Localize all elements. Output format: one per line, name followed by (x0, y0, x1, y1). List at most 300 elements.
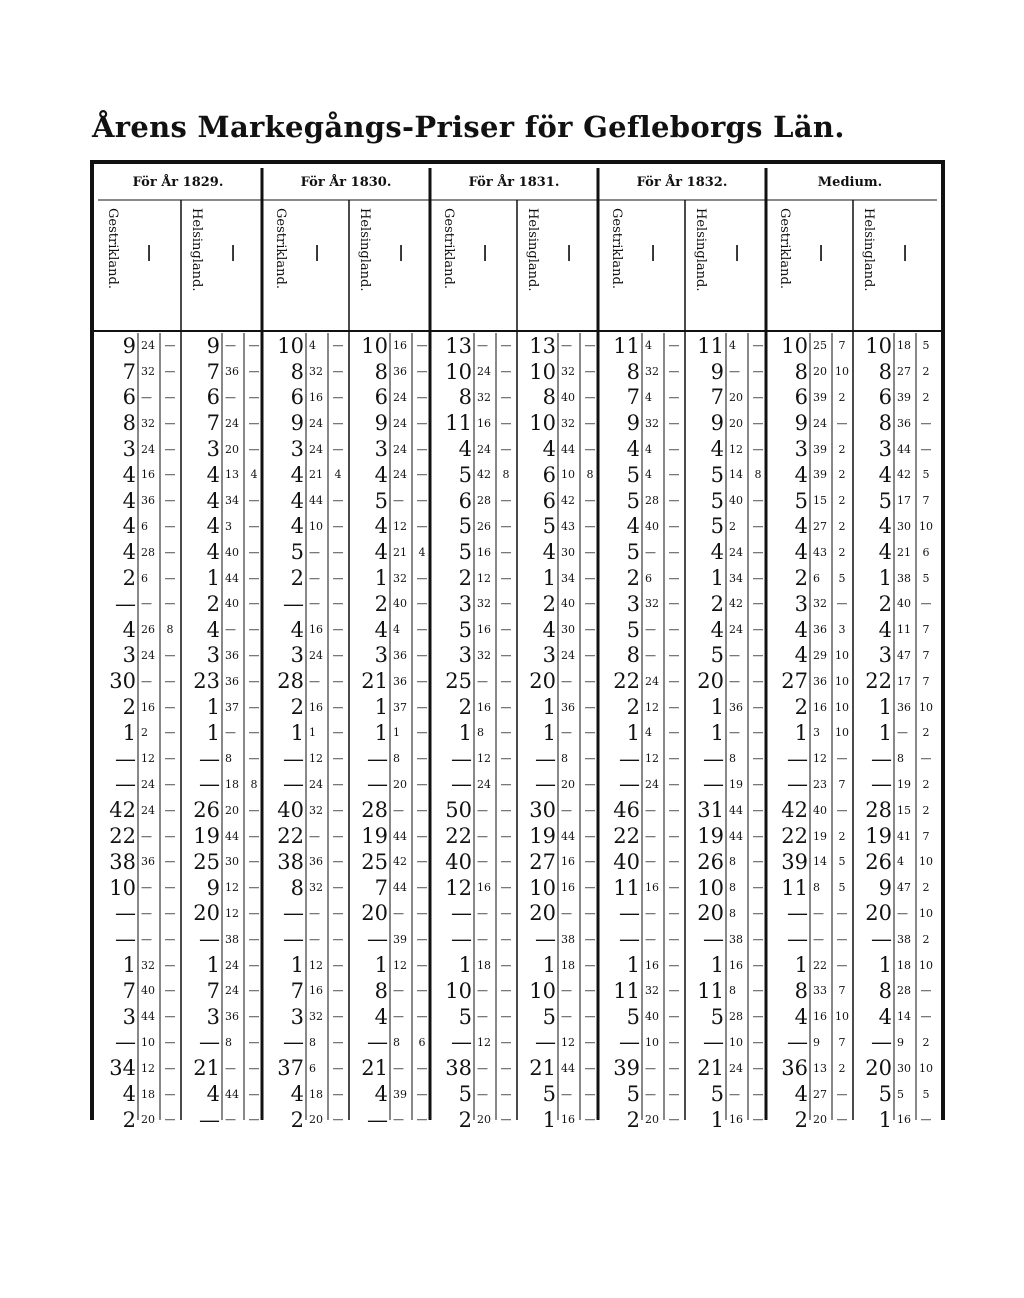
price-cell: 3 (838, 623, 846, 637)
price-cell: — (477, 1087, 488, 1101)
price-cell: — (416, 777, 428, 791)
price-cell: 24 (141, 777, 155, 791)
price-cell: 7 (206, 359, 220, 384)
price-cell: 7 (922, 648, 930, 662)
price-cell: 5 (838, 571, 846, 585)
price-cell: 24 (141, 442, 155, 456)
price-cell: 1 (710, 695, 724, 720)
price-cell: — (584, 1087, 596, 1101)
price-cell: — (164, 1035, 176, 1049)
price-cell: 44 (729, 829, 743, 843)
price-cell: — (199, 927, 220, 952)
price-cell: 47 (897, 648, 911, 662)
price-cell: 2 (374, 591, 388, 616)
price-cell: 11 (613, 333, 640, 358)
helsingland-label: Helsingland. (189, 208, 204, 292)
price-cell: 20 (729, 416, 743, 430)
price-cell: 40 (645, 1010, 659, 1024)
price-cell: 9 (710, 411, 724, 436)
price-cell: — (416, 829, 428, 843)
price-cell: — (668, 1010, 680, 1024)
price-cell: — (416, 1061, 428, 1075)
price-cell: 39 (613, 1056, 640, 1081)
price-cell: 16 (309, 390, 323, 404)
price-cell: 14 (897, 1010, 911, 1024)
price-cell: — (416, 468, 428, 482)
price-cell: 5 (922, 339, 930, 353)
price-cell: 7 (290, 978, 304, 1003)
price-cell: 36 (141, 494, 155, 508)
price-cell: — (729, 674, 740, 688)
price-cell: — (164, 545, 176, 559)
price-cell: 2 (729, 519, 736, 533)
price-cell: 8 (729, 906, 736, 920)
price-cell: — (248, 1113, 260, 1127)
price-cell: 44 (225, 1087, 239, 1101)
price-cell: — (248, 1061, 260, 1075)
price-cell: 39 (393, 1087, 407, 1101)
price-cell: — (164, 803, 176, 817)
price-cell: 10 (445, 359, 472, 384)
price-cell: 12 (645, 700, 659, 714)
price-cell: — (477, 855, 488, 869)
price-cell: — (584, 416, 596, 430)
price-cell: — (619, 746, 640, 771)
price-cell: 1 (878, 1107, 892, 1132)
price-cell: — (248, 648, 260, 662)
price-cell: 11 (897, 623, 911, 637)
price-cell: 5 (922, 571, 930, 585)
price-cell: 5 (542, 514, 556, 539)
helsingland-label: Helsingland. (357, 208, 372, 292)
gestrikland-label: Gestrikland. (441, 208, 456, 289)
price-cell: — (836, 597, 848, 611)
price-cell: — (813, 906, 824, 920)
price-cell: 36 (729, 700, 743, 714)
price-cell: — (752, 597, 764, 611)
price-cell: — (248, 494, 260, 508)
price-cell: 1 (290, 720, 304, 745)
price-cell: — (500, 881, 512, 895)
price-cell: 43 (813, 545, 827, 559)
price-cell: 5 (374, 488, 388, 513)
price-cell: 9 (374, 411, 388, 436)
price-cell: 5 (710, 1082, 724, 1107)
price-cell: — (393, 1061, 404, 1075)
price-cell: 5 (542, 1082, 556, 1107)
price-cell: 2 (290, 566, 304, 591)
price-cell: 6 (141, 571, 148, 585)
price-cell: — (367, 1107, 388, 1132)
price-cell: — (332, 390, 344, 404)
price-cell: 12 (813, 752, 827, 766)
price-cell: 1 (206, 720, 220, 745)
price-cell: 44 (561, 829, 575, 843)
price-cell: — (416, 958, 428, 972)
price-cell: 44 (561, 442, 575, 456)
price-cell: 36 (813, 623, 827, 637)
price-cell: 20 (529, 901, 556, 926)
price-cell: 5 (710, 643, 724, 668)
price-cell: — (584, 777, 596, 791)
price-cell: — (332, 494, 344, 508)
price-cell: 4 (206, 617, 220, 642)
price-cell: — (729, 726, 740, 740)
price-cell: 16 (309, 700, 323, 714)
price-cell: — (787, 746, 808, 771)
price-cell: — (752, 623, 764, 637)
price-cell: 8 (897, 752, 904, 766)
price-cell: — (668, 442, 680, 456)
price-cell: — (416, 390, 428, 404)
price-cell: 32 (477, 597, 491, 611)
price-cell: — (164, 571, 176, 585)
price-cell: 39 (813, 390, 827, 404)
price-cell: 30 (109, 669, 136, 694)
price-cell: 2 (122, 1107, 136, 1132)
price-cell: 3 (290, 643, 304, 668)
gestrikland-label: Gestrikland. (609, 208, 624, 289)
price-cell: 20 (309, 1113, 323, 1127)
price-cell: 24 (309, 416, 323, 430)
price-cell: — (141, 597, 152, 611)
price-cell: 4 (206, 488, 220, 513)
price-cell: — (668, 339, 680, 353)
price-cell: 28 (141, 545, 155, 559)
price-cell: — (367, 1030, 388, 1055)
price-cell: 7 (922, 494, 930, 508)
price-cell: 24 (645, 674, 659, 688)
unit-mark: | (650, 242, 656, 261)
price-cell: — (836, 752, 848, 766)
price-cell: 2 (838, 390, 846, 404)
price-cell: 26 (193, 798, 220, 823)
price-cell: — (164, 494, 176, 508)
price-cell: — (332, 519, 344, 533)
price-cell: 10 (697, 875, 724, 900)
price-cell: 20 (141, 1113, 155, 1127)
price-cell: 16 (897, 1113, 911, 1127)
price-cell: 32 (645, 597, 659, 611)
price-cell: 2 (122, 566, 136, 591)
price-cell: 1 (794, 720, 808, 745)
price-cell: — (248, 958, 260, 972)
price-cell: 2 (838, 545, 846, 559)
price-cell: — (787, 927, 808, 952)
price-cell: — (668, 390, 680, 404)
price-cell: — (164, 1113, 176, 1127)
price-cell: — (920, 442, 932, 456)
price-cell: 21 (393, 545, 407, 559)
price-cell: 16 (477, 881, 491, 895)
price-cell: 13 (529, 333, 556, 358)
price-cell: 4 (418, 545, 426, 559)
price-cell: 30 (225, 855, 239, 869)
price-cell: — (668, 545, 680, 559)
price-cell: 32 (141, 958, 155, 972)
price-cell: — (752, 1061, 764, 1075)
price-cell: 3 (290, 1004, 304, 1029)
price-cell: 5 (710, 514, 724, 539)
price-cell: — (584, 881, 596, 895)
price-cell: — (164, 1087, 176, 1101)
price-cell: — (164, 932, 176, 946)
price-cell: 4 (794, 1082, 808, 1107)
price-cell: 42 (897, 468, 911, 482)
price-cell: 40 (277, 798, 304, 823)
price-cell: 20 (813, 1113, 827, 1127)
price-cell: — (309, 906, 320, 920)
price-cell: 4 (878, 540, 892, 565)
price-cell: — (584, 752, 596, 766)
price-cell: — (668, 674, 680, 688)
price-cell: 36 (225, 648, 239, 662)
price-cell: — (416, 442, 428, 456)
price-cell: — (561, 726, 572, 740)
price-cell: 1 (122, 720, 136, 745)
price-cell: 2 (922, 1035, 930, 1049)
price-cell: 39 (813, 468, 827, 482)
price-cell: 22 (781, 824, 808, 849)
price-cell: — (248, 519, 260, 533)
price-cell: 32 (141, 365, 155, 379)
price-cell: 1 (710, 720, 724, 745)
price-cell: 6 (418, 1035, 426, 1049)
price-cell: 36 (561, 700, 575, 714)
price-cell: 5 (878, 488, 892, 513)
price-cell: 4 (122, 1082, 136, 1107)
price-cell: — (141, 932, 152, 946)
price-cell: 22 (613, 669, 640, 694)
price-cell: 25 (813, 339, 827, 353)
price-cell: — (500, 700, 512, 714)
price-cell: — (248, 726, 260, 740)
price-cell: 4 (374, 1004, 388, 1029)
price-cell: — (584, 365, 596, 379)
price-cell: 4 (374, 540, 388, 565)
price-cell: — (332, 339, 344, 353)
price-cell: — (500, 752, 512, 766)
price-cell: 7 (122, 359, 136, 384)
price-cell: — (248, 1035, 260, 1049)
price-cell: 27 (781, 669, 808, 694)
price-cell: — (752, 519, 764, 533)
price-cell: — (416, 519, 428, 533)
price-cell: — (332, 1010, 344, 1024)
price-cell: 12 (393, 958, 407, 972)
price-cell: — (668, 519, 680, 533)
price-cell: 7 (206, 978, 220, 1003)
price-cell: 7 (710, 385, 724, 410)
price-cell: — (752, 390, 764, 404)
price-cell: 21 (529, 1056, 556, 1081)
price-cell: 18 (561, 958, 575, 972)
price-cell: 21 (897, 545, 911, 559)
price-cell: — (309, 597, 320, 611)
price-cell: 8 (878, 411, 892, 436)
price-cell: 8 (626, 359, 640, 384)
price-cell: 6 (542, 462, 556, 487)
price-cell: — (871, 1030, 892, 1055)
price-cell: — (752, 494, 764, 508)
price-cell: 3 (813, 726, 820, 740)
price-cell: 4 (542, 540, 556, 565)
price-cell: — (668, 803, 680, 817)
price-cell: — (199, 1030, 220, 1055)
price-cell: 40 (561, 597, 575, 611)
price-cell: — (248, 339, 260, 353)
price-cell: — (248, 803, 260, 817)
price-cell: 2 (290, 695, 304, 720)
price-cell: 28 (865, 798, 892, 823)
price-cell: — (248, 623, 260, 637)
group-header: För År 1830. (300, 174, 392, 190)
price-cell: 40 (729, 494, 743, 508)
price-cell: 24 (729, 623, 743, 637)
price-cell: 11 (697, 333, 724, 358)
price-cell: 1 (878, 953, 892, 978)
price-cell: 40 (445, 849, 472, 874)
price-cell: — (752, 1113, 764, 1127)
price-cell: 36 (225, 1010, 239, 1024)
price-cell: 6 (794, 385, 808, 410)
price-cell: — (248, 416, 260, 430)
price-cell: 18 (309, 1087, 323, 1101)
price-cell: 8 (813, 881, 820, 895)
price-cell: — (500, 1010, 512, 1024)
price-cell: 4 (374, 617, 388, 642)
price-cell: — (416, 674, 428, 688)
price-cell: 44 (141, 1010, 155, 1024)
price-cell: 6 (878, 385, 892, 410)
price-cell: 4 (334, 468, 342, 482)
gestrikland-label: Gestrikland. (273, 208, 288, 289)
price-cell: 16 (561, 881, 575, 895)
price-cell: 20 (225, 803, 239, 817)
price-cell: — (164, 829, 176, 843)
price-cell: 38 (225, 932, 239, 946)
price-cell: — (561, 984, 572, 998)
price-cell: 4 (645, 726, 652, 740)
price-cell: 15 (897, 803, 911, 817)
price-cell: 26 (697, 849, 724, 874)
price-cell: 2 (838, 442, 846, 456)
price-cell: 7 (374, 875, 388, 900)
price-cell: 4 (122, 617, 136, 642)
price-cell: — (477, 932, 488, 946)
price-cell: — (752, 442, 764, 456)
price-cell: — (416, 906, 428, 920)
price-cell: 10 (529, 359, 556, 384)
price-cell: 19 (697, 824, 724, 849)
price-cell: 16 (645, 958, 659, 972)
price-cell: — (787, 1030, 808, 1055)
price-cell: — (416, 494, 428, 508)
price-cell: 26 (477, 519, 491, 533)
price-cell: 4 (645, 468, 652, 482)
price-cell: — (164, 442, 176, 456)
price-cell: 46 (613, 798, 640, 823)
price-cell: — (584, 984, 596, 998)
price-cell: 2 (458, 566, 472, 591)
price-cell: 36 (813, 674, 827, 688)
price-cell: 5 (458, 617, 472, 642)
price-cell: 12 (309, 752, 323, 766)
price-cell: 10 (865, 333, 892, 358)
price-cell: 24 (141, 648, 155, 662)
unit-mark: | (314, 242, 320, 261)
price-cell: 16 (561, 855, 575, 869)
price-cell: 40 (393, 597, 407, 611)
price-cell: — (164, 984, 176, 998)
price-cell: 16 (393, 339, 407, 353)
unit-mark: | (230, 242, 236, 261)
price-cell: — (416, 571, 428, 585)
price-cell: 13 (813, 1061, 827, 1075)
price-cell: 5 (542, 1004, 556, 1029)
price-cell: 4 (290, 462, 304, 487)
price-cell: — (332, 648, 344, 662)
price-cell: 40 (561, 390, 575, 404)
price-cell: 7 (922, 829, 930, 843)
price-cell: — (500, 339, 512, 353)
price-cell: 4 (122, 514, 136, 539)
price-cell: — (668, 623, 680, 637)
price-cell: 7 (206, 411, 220, 436)
price-cell: 36 (141, 855, 155, 869)
price-cell: 4 (542, 617, 556, 642)
price-cell: 16 (141, 700, 155, 714)
helsingland-label: Helsingland. (525, 208, 540, 292)
price-cell: — (332, 597, 344, 611)
price-cell: — (393, 984, 404, 998)
price-cell: 19 (529, 824, 556, 849)
price-cell: — (752, 984, 764, 998)
price-cell: 9 (897, 1035, 904, 1049)
price-cell: 38 (729, 932, 743, 946)
price-cell: — (703, 1030, 724, 1055)
price-cell: 19 (193, 824, 220, 849)
price-cell: 11 (781, 875, 808, 900)
price-cell: — (500, 416, 512, 430)
price-table (90, 160, 945, 1132)
price-cell: — (477, 803, 488, 817)
price-cell: — (451, 901, 472, 926)
price-cell: 5 (922, 468, 930, 482)
price-cell: 20 (813, 365, 827, 379)
price-cell: — (477, 674, 488, 688)
price-cell: — (668, 984, 680, 998)
price-cell: — (115, 901, 136, 926)
price-cell: — (561, 1087, 572, 1101)
price-cell: 5 (897, 1087, 904, 1101)
price-cell: 42 (109, 798, 136, 823)
price-cell: 4 (206, 540, 220, 565)
price-cell: — (283, 591, 304, 616)
price-cell: 18 (897, 958, 911, 972)
price-cell: — (535, 1030, 556, 1055)
price-cell: 23 (813, 777, 827, 791)
price-cell: — (248, 1010, 260, 1024)
price-cell: 4 (374, 1082, 388, 1107)
price-cell: 3 (878, 643, 892, 668)
price-cell: — (561, 674, 572, 688)
price-cell: — (416, 752, 428, 766)
price-cell: — (416, 597, 428, 611)
price-cell: — (752, 752, 764, 766)
price-cell: — (500, 1035, 512, 1049)
price-cell: — (164, 1010, 176, 1024)
